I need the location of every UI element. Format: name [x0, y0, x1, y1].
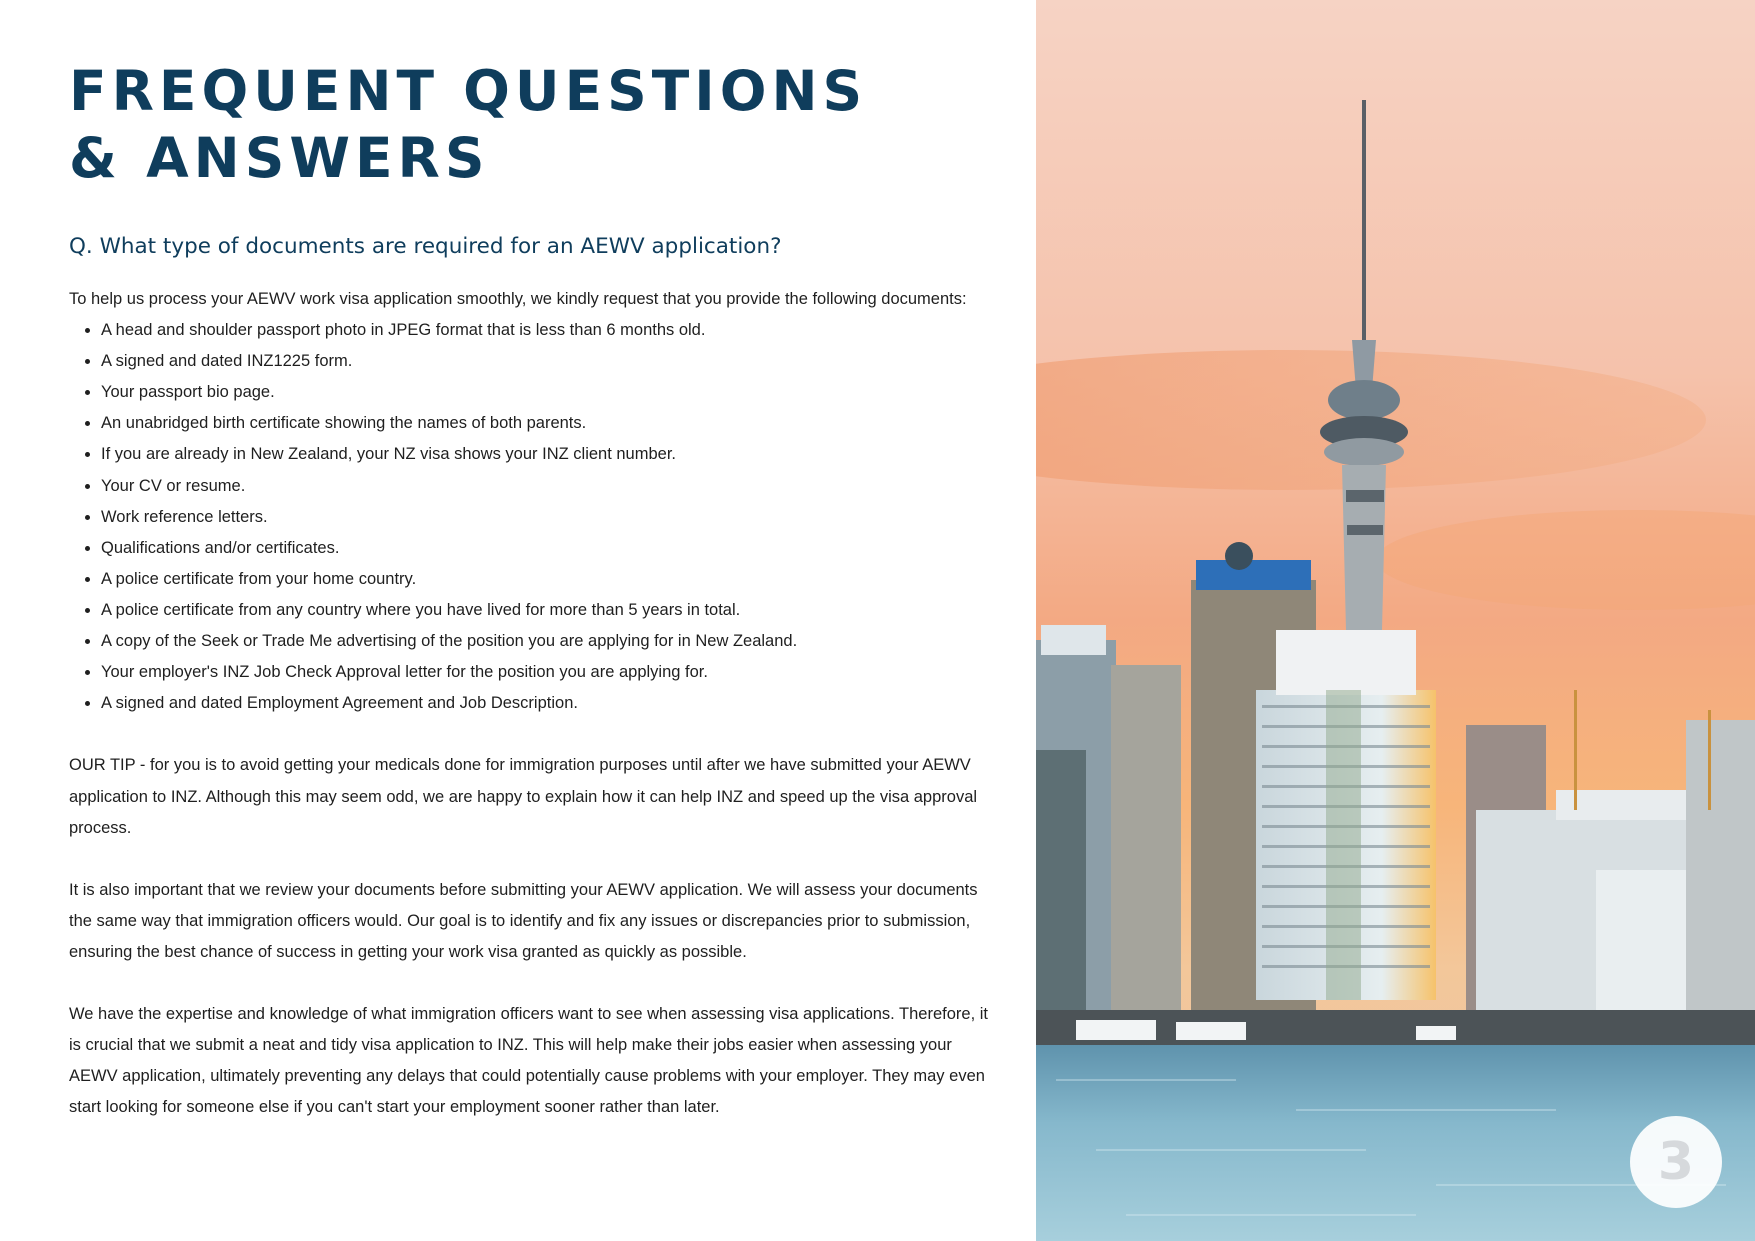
question-heading: Q. What type of documents are required for an AEWV application?: [69, 234, 782, 259]
page-title-line-2: & ANSWERS: [69, 126, 490, 190]
document-item: • A police certificate from any country where you have lived for more than 5 years in total.: [101, 595, 989, 626]
documents-list: [69, 315, 989, 719]
document-item: • A signed and dated INZ1225 form.: [101, 346, 989, 377]
page-number-badge: 3: [1630, 1116, 1722, 1208]
page-title: [69, 58, 867, 192]
spacer: [69, 719, 989, 750]
document-item: • Your CV or resume.: [101, 471, 989, 502]
auckland-skyline-photo: [1036, 0, 1755, 1241]
document-item: • Work reference letters.: [101, 502, 989, 533]
document-item: • A police certificate from your home country.: [101, 564, 989, 595]
document-item: • Your passport bio page.: [101, 377, 989, 408]
document-item: • If you are already in New Zealand, your NZ visa shows your INZ client number.: [101, 439, 989, 470]
document-item: • A head and shoulder passport photo in JPEG format that is less than 6 months old.: [101, 315, 989, 346]
spacer: [69, 968, 989, 999]
document-item: • An unabridged birth certificate showing the names of both parents.: [101, 408, 989, 439]
page-title-line-1: FREQUENT QUESTIONS: [69, 59, 868, 123]
document-item: • Qualifications and/or certificates.: [101, 533, 989, 564]
intro-paragraph: To help us process your AEWV work visa application smoothly, we kindly request that you provide the following documents:: [69, 290, 967, 308]
spacer: [69, 844, 989, 875]
skyline-illustration: [1036, 0, 1755, 1241]
document-item: • A signed and dated Employment Agreement and Job Description.: [101, 688, 989, 719]
review-paragraph: It is also important that we review your documents before submitting your AEWV application. We will assess your documents the same way that immigration officers would. Our goal is to identify and fix any issues or discrepancies prior to submission, ensuring the best chance of success in getting your work visa granted as quickly as possible.: [69, 880, 978, 961]
answer-body: [69, 284, 989, 1124]
expertise-paragraph: We have the expertise and knowledge of what immigration officers want to see when assessing visa applications. Therefore, it is crucial that we submit a neat and tidy visa application to INZ. This will help make their jobs easier when assessing your AEWV application, ultimately preventing any delays that could potentially cause problems with your employer. They may even start looking for someone else if you can't start your employment sooner rather than later.: [69, 1005, 988, 1117]
tip-paragraph: OUR TIP - for you is to avoid getting your medicals done for immigration purposes until after we have submitted your AEWV application to INZ. Although this may seem odd, we are happy to explain how it can help INZ and speed up the visa approval process.: [69, 756, 978, 837]
document-item: • A copy of the Seek or Trade Me advertising of the position you are applying for in New Zealand.: [101, 626, 989, 657]
document-item: • Your employer's INZ Job Check Approval letter for the position you are applying for.: [101, 657, 989, 688]
